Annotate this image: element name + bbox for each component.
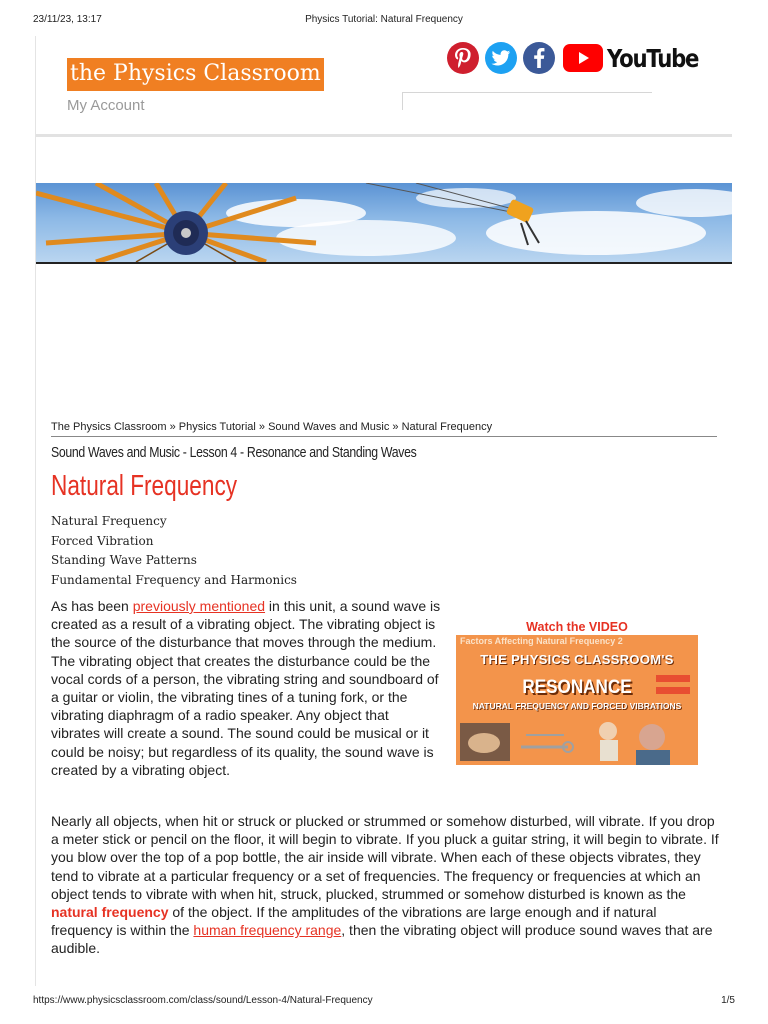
page-title: Natural Frequency — [51, 470, 238, 502]
video-title-line2: RESONANCE — [522, 677, 632, 698]
sub-link-natural-frequency[interactable]: Natural Frequency — [51, 514, 167, 528]
breadcrumb-link[interactable]: Physics Tutorial — [178, 421, 256, 433]
watch-video-label: Watch the VIDEO — [526, 620, 628, 634]
breadcrumb — [51, 421, 717, 437]
site-logo[interactable]: the Physics Classroom — [67, 58, 324, 91]
intro-paragraph — [51, 597, 441, 779]
print-page-number: 1/5 — [721, 995, 735, 1006]
para1-post: in this unit, a sound wave is created as a result of a vibrating object. The vibrating object is the source of the disturbance that moves through the medium. The vibrating object that creates the disturbance could be the vocal cords of a person, the vibrating string and soundboard of a guitar or violin, the vibrating tines of a tuning fork, or the vibrating diaphragm of a radio speaker. Any object that vibrates will create a sound. The sound could be musical or it could be noisy; but regardless of its quality, the sound wave is created by a vibrating object. — [51, 598, 441, 778]
video-top-text: Factors Affecting Natural Frequency 2 — [460, 636, 623, 646]
para2-part3: , then the vibrating object will produce sound waves that are audible. — [51, 922, 713, 957]
youtube-label: YouTube — [607, 43, 699, 73]
natural-frequency-keyword: natural frequency — [51, 904, 169, 921]
youtube-play-icon — [563, 44, 603, 72]
print-title: Physics Tutorial: Natural Frequency — [305, 14, 463, 25]
twitter-icon[interactable] — [485, 42, 517, 74]
breadcrumb-link[interactable]: Sound Waves and Music — [268, 421, 390, 433]
para2-part1: Nearly all objects, when hit or struck or plucked or strummed or somehow disturbed, will vibrate. If you drop a meter stick or pencil on the floor, it will begin to vibrate. If you pluck a guitar string, it will begin to vibrate. If you blow over the top of a pop bottle, the air inside will vibrate. When each of these objects vibrates, they tend to vibrate at a particular frequency or a set of frequencies. The frequency or frequencies at which an object tends to vibrate with when hit, struck, plucked, strummed or somehow disturbed is known as the — [51, 813, 719, 902]
print-url: https://www.physicsclassroom.com/class/sound/Lesson-4/Natural-Frequency — [33, 995, 373, 1006]
my-account-link[interactable]: My Account — [67, 97, 145, 114]
para2-part2: of the object. If the amplitudes of the vibrations are large enough and if natural frequency is within the — [51, 904, 657, 939]
breadcrumb-separator: » — [258, 421, 266, 433]
social-links — [447, 42, 714, 74]
previously-mentioned-link[interactable]: previously mentioned — [132, 598, 266, 614]
lesson-sub-navigation — [51, 512, 297, 590]
header-divider — [36, 134, 732, 137]
video-title-line3: NATURAL FREQUENCY AND FORCED VIBRATIONS — [472, 701, 682, 711]
sub-link-fundamental-frequency[interactable]: Fundamental Frequency and Harmonics — [51, 572, 297, 587]
main-paragraph — [51, 812, 721, 958]
page-border — [35, 36, 36, 986]
search-input[interactable] — [402, 92, 652, 110]
youtube-link[interactable] — [563, 44, 714, 73]
sub-link-forced-vibration[interactable]: Forced Vibration — [51, 533, 154, 548]
human-frequency-range-link[interactable]: human frequency range — [193, 922, 342, 939]
banner-image — [36, 183, 732, 264]
breadcrumb-link[interactable]: The Physics Classroom — [51, 421, 167, 433]
pinterest-icon[interactable] — [447, 42, 479, 74]
video-thumbnail[interactable] — [456, 635, 698, 765]
breadcrumb-separator: » — [392, 421, 399, 433]
facebook-icon[interactable] — [523, 42, 555, 74]
lesson-title: Sound Waves and Music - Lesson 4 - Resonance and Standing Waves — [51, 444, 417, 461]
print-datetime: 23/11/23, 13:17 — [33, 14, 102, 25]
breadcrumb-link[interactable]: Natural Frequency — [401, 421, 493, 433]
para1-pre: As has been — [51, 598, 133, 614]
video-illustration — [456, 635, 698, 765]
video-title-line1: THE PHYSICS CLASSROOM'S — [480, 652, 674, 667]
sub-link-standing-wave-patterns[interactable]: Standing Wave Patterns — [51, 553, 197, 567]
breadcrumb-separator: » — [169, 421, 176, 433]
